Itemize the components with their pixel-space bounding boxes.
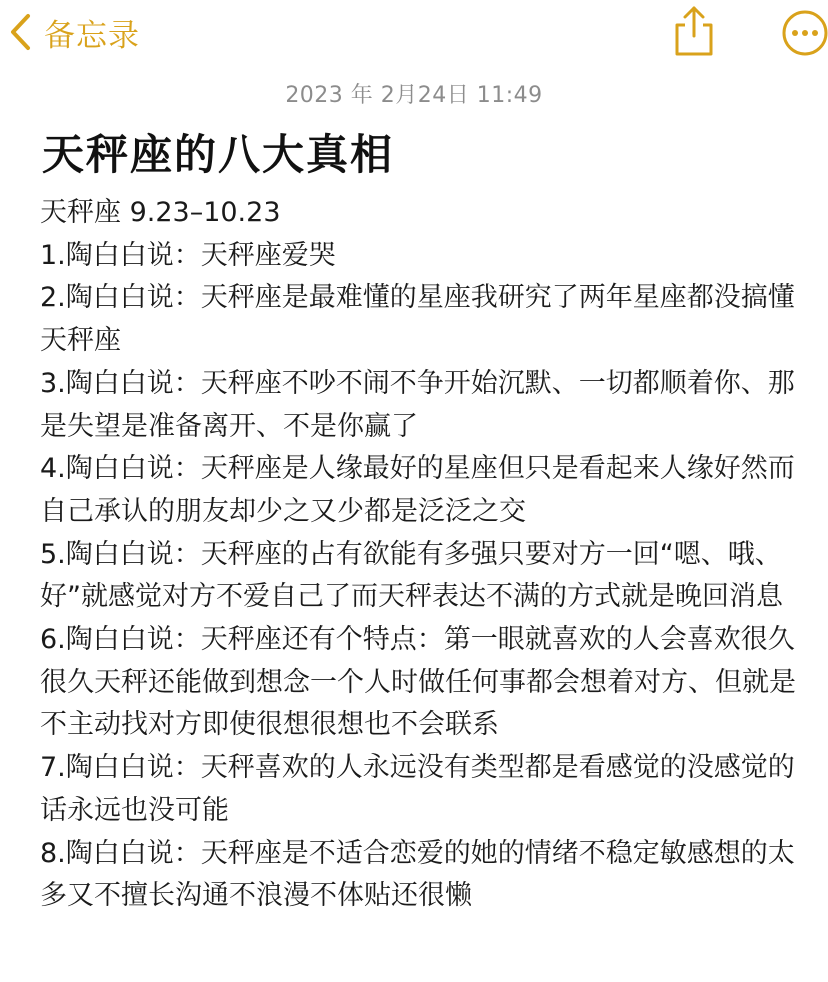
note-body[interactable] <box>40 192 820 918</box>
more-button[interactable] <box>780 8 828 58</box>
list-item: 3.陶白白说：天秤座不吵不闹不争开始沉默、一切都顺着你、那是失望是准备离开、不是你赢了 <box>40 367 795 442</box>
more-icon <box>780 8 828 58</box>
note-subtitle: 天秤座 9.23–10.23 <box>40 197 281 228</box>
list-item: 6.陶白白说：天秤座还有个特点：第一眼就喜欢的人会喜欢很久很久天秤还能做到想念一个人时做任何事都会想着对方、但就是不主动找对方即使很想很想也不会联系 <box>40 624 796 741</box>
navigation-bar <box>0 0 828 70</box>
list-item: 1.陶白白说：天秤座爱哭 <box>40 239 336 271</box>
back-button[interactable] <box>8 4 140 60</box>
share-button[interactable] <box>668 4 720 60</box>
list-item: 4.陶白白说：天秤座是人缘最好的星座但只是看起来人缘好然而自己承认的朋友却少之又少都是泛泛之交 <box>40 453 795 527</box>
back-label: 备忘录 <box>44 17 140 54</box>
note-title: 天秤座的八大真相 <box>42 130 395 179</box>
note-timestamp: 2023 年 2月24日 11:49 <box>285 83 543 108</box>
list-item: 5.陶白白说：天秤座的占有欲能有多强只要对方一回“嗯、哦、好”就感觉对方不爱自己了而天秤表达不满的方式就是晚回消息 <box>40 538 783 613</box>
share-icon <box>668 4 720 60</box>
list-item: 2.陶白白说：天秤座是最难懂的星座我研究了两年星座都没搞懂天秤座 <box>40 282 795 357</box>
list-item: 8.陶白白说：天秤座是不适合恋爱的她的情绪不稳定敏感想的太多又不擅长沟通不浪漫不体贴还很懒 <box>40 837 795 912</box>
list-item: 7.陶白白说：天秤喜欢的人永远没有类型都是看感觉的没感觉的话永远也没可能 <box>40 752 795 826</box>
chevron-left-icon <box>8 12 32 52</box>
